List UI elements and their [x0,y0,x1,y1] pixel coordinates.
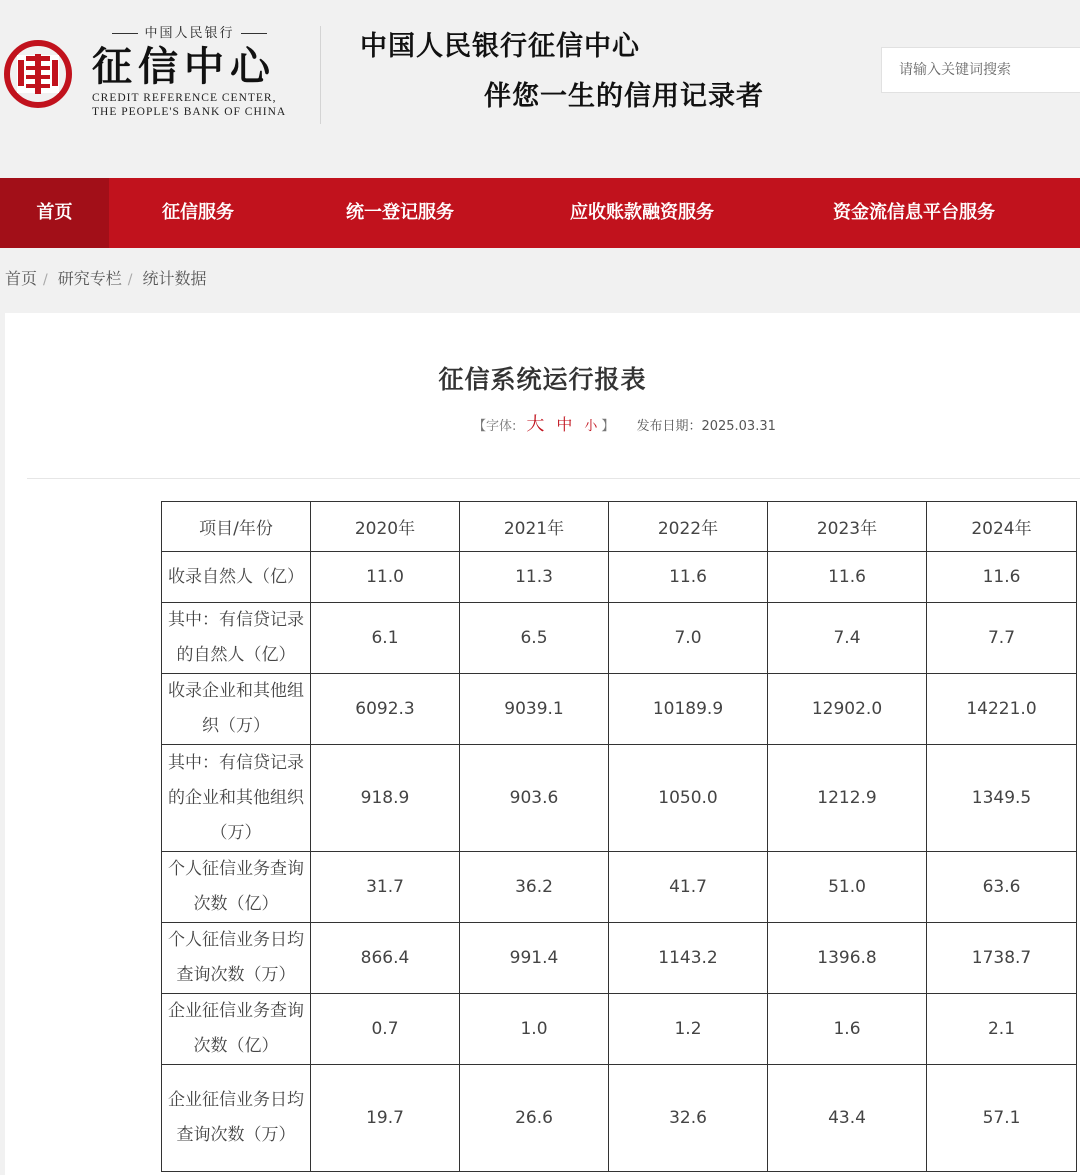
credit-stats-table [161,501,1077,1172]
table-cell: 1396.8 [768,923,927,994]
row-label: 其中：有信贷记录的自然人（亿） [162,603,311,674]
table-cell: 7.4 [768,603,927,674]
row-label: 个人征信业务日均查询次数（万） [162,923,311,994]
row-label: 其中：有信贷记录的企业和其他组织（万） [162,745,311,852]
publish-date: 发布日期：2025.03.31 [636,419,776,434]
table-header-row [162,502,1077,552]
header-divider [320,26,321,124]
nav-item-unified-registration[interactable]: 统一登记服务 [346,202,454,223]
table-cell: 7.0 [609,603,768,674]
title-divider [27,478,1080,479]
table-cell: 6.5 [460,603,609,674]
font-size-small-button[interactable]: 小 [584,419,598,434]
font-size-medium-button[interactable]: 中 [556,415,573,434]
breadcrumb-separator: / [127,272,133,288]
table-cell: 6092.3 [311,674,460,745]
main-nav [0,178,1080,248]
table-cell: 1212.9 [768,745,927,852]
table-header-cell: 2021年 [460,502,609,552]
table-row [162,852,1077,923]
nav-item-credit-services[interactable]: 征信服务 [162,202,234,223]
table-cell: 991.4 [460,923,609,994]
table-row [162,994,1077,1065]
table-cell: 1349.5 [927,745,1077,852]
row-label: 收录自然人（亿） [162,552,311,603]
table-cell: 2.1 [927,994,1077,1065]
table-cell: 31.7 [311,852,460,923]
table-row [162,745,1077,852]
pboc-seal-logo-icon[interactable] [4,40,72,108]
table-cell: 63.6 [927,852,1077,923]
table-cell: 918.9 [311,745,460,852]
table-cell: 0.7 [311,994,460,1065]
table-cell: 43.4 [768,1065,927,1172]
table-row [162,923,1077,994]
table-header-cell: 2024年 [927,502,1077,552]
row-label: 个人征信业务查询次数（亿） [162,852,311,923]
site-header [0,0,1080,178]
breadcrumb-separator: / [43,272,48,288]
table-cell: 11.6 [927,552,1077,603]
slogan-line-1: 中国人民银行征信中心 [360,31,640,62]
table-cell: 19.7 [311,1065,460,1172]
table-header-cell: 项目/年份 [162,502,311,552]
breadcrumb-research[interactable]: 研究专栏 [57,269,122,288]
logo-wordmark[interactable] [92,22,287,119]
slogan-line-2: 伴您一生的信用记录者 [484,81,764,112]
table-cell: 1738.7 [927,923,1077,994]
table-cell: 32.6 [609,1065,768,1172]
table-cell: 1050.0 [609,745,768,852]
table-cell: 7.7 [927,603,1077,674]
table-cell: 1.0 [460,994,609,1065]
table-cell: 10189.9 [609,674,768,745]
table-row [162,674,1077,745]
table-cell: 11.3 [460,552,609,603]
table-row [162,603,1077,674]
table-cell: 26.6 [460,1065,609,1172]
table-cell: 1.2 [609,994,768,1065]
table-header-cell: 2022年 [609,502,768,552]
table-cell: 11.6 [609,552,768,603]
nav-item-home[interactable]: 首页 [0,178,109,248]
row-label: 企业征信业务日均查询次数（万） [162,1065,311,1172]
table-cell: 9039.1 [460,674,609,745]
row-label: 收录企业和其他组织（万） [162,674,311,745]
table-cell: 57.1 [927,1065,1077,1172]
table-cell: 866.4 [311,923,460,994]
table-cell: 1143.2 [609,923,768,994]
breadcrumb-statistics[interactable]: 统计数据 [142,269,207,288]
table-cell: 36.2 [460,852,609,923]
table-header-cell: 2020年 [311,502,460,552]
logo-english-line-2: THE PEOPLE'S BANK OF CHINA [92,106,287,118]
table-row [162,552,1077,603]
font-size-large-button[interactable]: 大 [526,414,545,435]
nav-item-fund-flow-platform[interactable]: 资金流信息平台服务 [833,202,995,223]
table-cell: 12902.0 [768,674,927,745]
logo-english-line-1: CREDIT REFERENCE CENTER, [92,92,277,104]
search-input[interactable] [881,47,1080,93]
breadcrumb [5,266,206,292]
font-size-label-close: 】 [601,419,615,434]
logo-top-text: 中国人民银行 [92,22,287,41]
table-cell: 51.0 [768,852,927,923]
table-cell: 14221.0 [927,674,1077,745]
table-cell: 11.6 [768,552,927,603]
page-title: 征信系统运行报表 [438,365,647,394]
table-row [162,1065,1077,1172]
logo-main-text: 征信中心 [92,43,276,90]
table-cell: 1.6 [768,994,927,1065]
table-cell: 11.0 [311,552,460,603]
table-cell: 6.1 [311,603,460,674]
content-panel [5,313,1080,1175]
row-label: 企业征信业务查询次数（亿） [162,994,311,1065]
breadcrumb-home[interactable]: 首页 [5,269,38,288]
font-size-label: 【字体: [473,419,517,434]
table-cell: 41.7 [609,852,768,923]
table-header-cell: 2023年 [768,502,927,552]
nav-item-receivables-financing[interactable]: 应收账款融资服务 [570,202,714,223]
table-cell: 903.6 [460,745,609,852]
article-meta [473,416,776,436]
